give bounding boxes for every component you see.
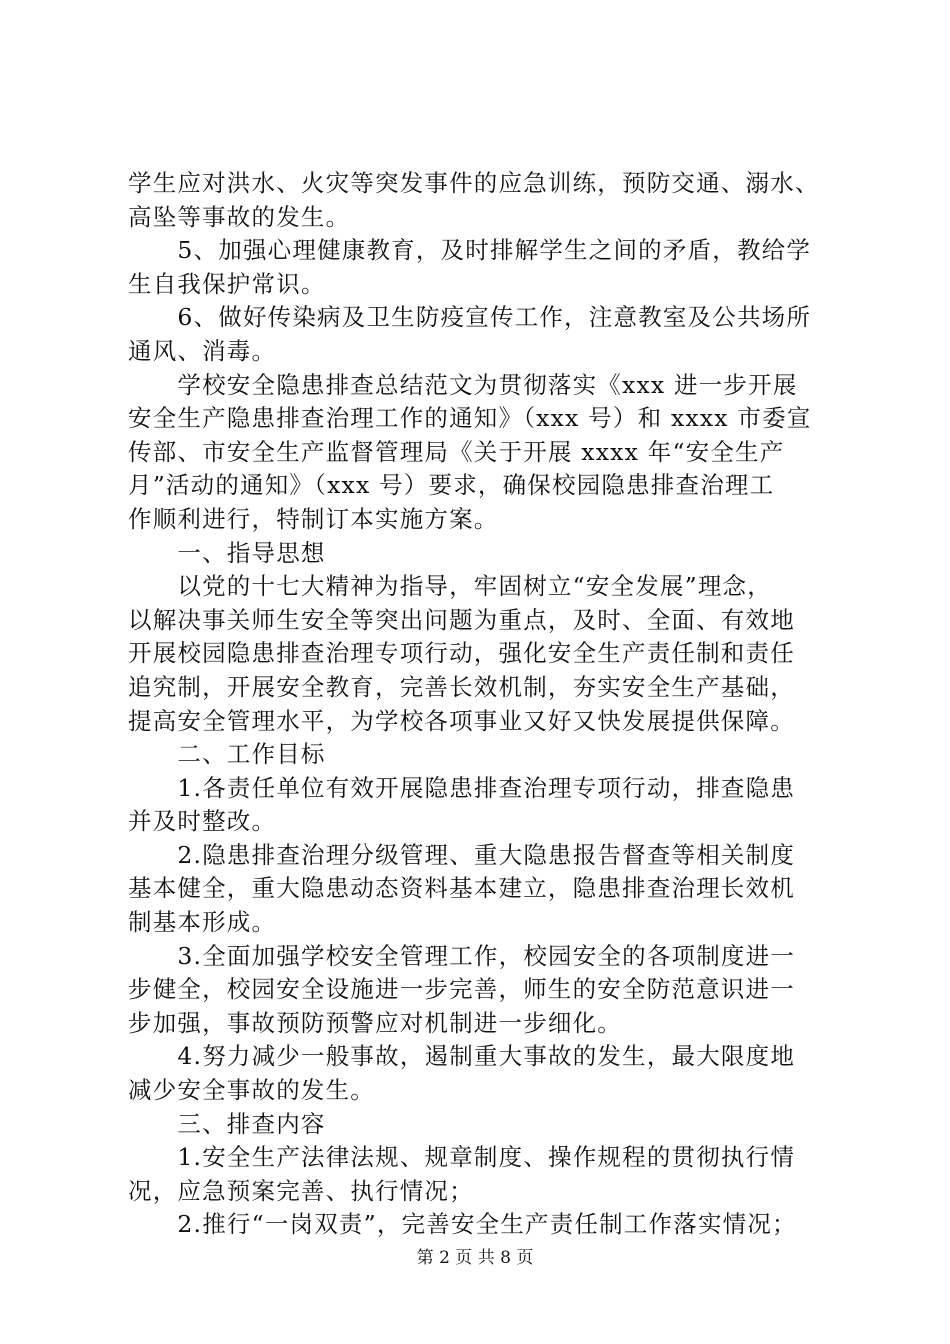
section-heading: 二、工作目标 [128, 740, 326, 769]
text-line: 6、做好传染病及卫生防疫宣传工作，注意教室及公共场所 [128, 303, 812, 332]
text-line: 通风、消毒。 [128, 336, 277, 365]
document-body [128, 167, 828, 1242]
text-line: 安全生产隐患排查治理工作的通知》（xxx 号）和 xxxx 市委宣 [128, 404, 812, 433]
text-line: 步加强，事故预防预警应对机制进一步细化。 [128, 1008, 622, 1037]
text-line: 3.全面加强学校安全管理工作，校园安全的各项制度进一 [128, 941, 796, 970]
text-line: 传部、市安全生产监督管理局《关于开展 xxxx 年“安全生产 [128, 437, 785, 466]
text-line: 作顺利进行，特制订本实施方案。 [128, 504, 499, 533]
text-line: 以党的十七大精神为指导，牢固树立“安全发展”理念， [128, 572, 772, 601]
text-line: 2.推行“一岗双责”，完善安全生产责任制工作落实情况； [128, 1210, 797, 1239]
text-line: 况，应急预案完善、执行情况； [128, 1176, 474, 1205]
text-line: 开展校园隐患排查治理专项行动，强化安全生产责任制和责任 [128, 639, 795, 668]
text-line: 5、加强心理健康教育，及时排解学生之间的矛盾，教给学 [128, 236, 812, 265]
section-heading: 一、指导思想 [128, 538, 326, 567]
text-line: 月”活动的通知》（xxx 号）要求，确保校园隐患排查治理工 [128, 471, 775, 500]
text-line: 1.安全生产法律法规、规章制度、操作规程的贯彻执行情 [128, 1143, 796, 1172]
text-line: 高坠等事故的发生。 [128, 202, 351, 231]
text-line: 步健全，校园安全设施进一步完善，师生的安全防范意识进一 [128, 975, 795, 1004]
text-line: 生自我保护常识。 [128, 269, 326, 298]
text-line: 减少安全事故的发生。 [128, 1076, 375, 1105]
section-heading: 三、排查内容 [128, 1109, 326, 1138]
text-line: 以解决事关师生安全等突出问题为重点，及时、全面、有效地 [128, 605, 795, 634]
text-line: 学校安全隐患排查总结范文为贯彻落实《xxx 进一步开展 [128, 370, 798, 399]
text-line: 4.努力减少一般事故，遏制重大事故的发生，最大限度地 [128, 1042, 796, 1071]
text-line: 基本健全，重大隐患动态资料基本建立，隐患排查治理长效机 [128, 874, 795, 903]
text-line: 学生应对洪水、火灾等突发事件的应急训练，预防交通、溺水、 [128, 169, 820, 197]
text-line: 并及时整改。 [128, 807, 277, 836]
text-line: 制基本形成。 [128, 908, 277, 937]
text-line: 1.各责任单位有效开展隐患排查治理专项行动，排查隐患 [128, 773, 796, 802]
text-line: 提高安全管理水平，为学校各项事业又好又快发展提供保障。 [128, 706, 795, 735]
text-line: 2.隐患排查治理分级管理、重大隐患报告督查等相关制度 [128, 840, 796, 869]
page-number-footer: 第 2 页 共 8 页 [416, 1248, 534, 1268]
text-line: 追究制，开展安全教育，完善长效机制，夯实安全生产基础， [128, 672, 795, 701]
